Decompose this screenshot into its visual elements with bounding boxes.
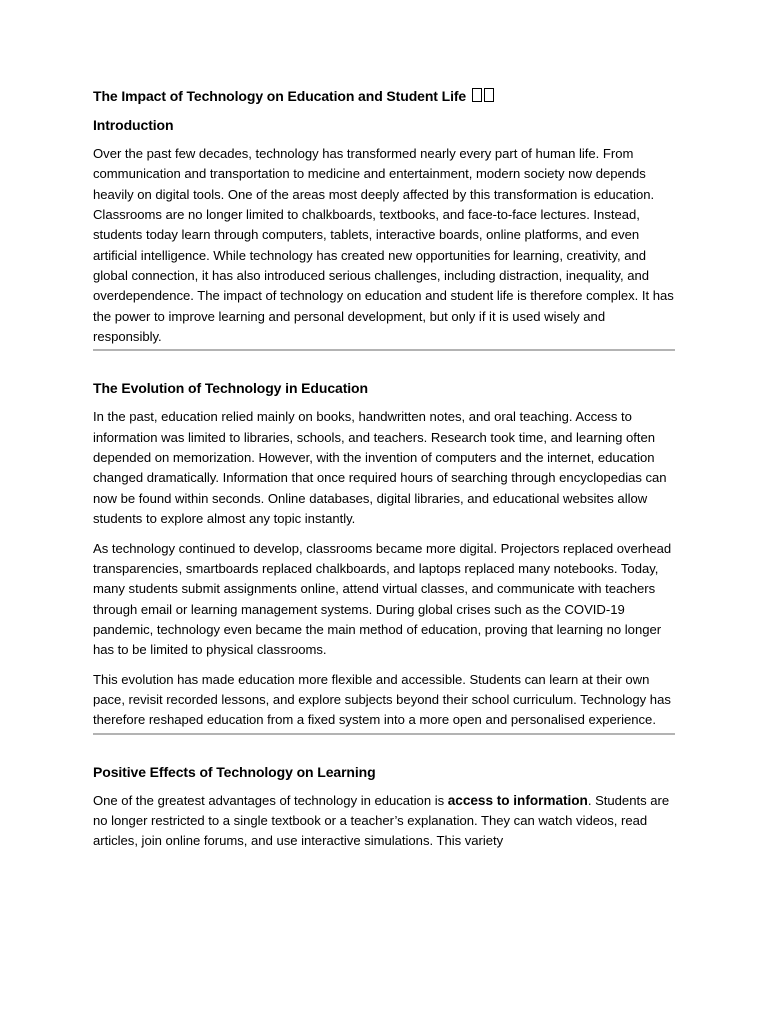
paragraph: Over the past few decades, technology has transformed nearly every part of human life. From communication and transportation to medicine and entertainment, modern society now depends heavily on digital tools. One of the areas most deeply affected by this transformation is education. Classrooms are no longer limited to chalkboards, textbooks, and face-to-face lectures. Instead, students today learn through computers, tablets, interactive boards, online platforms, and even artificial intelligence. While technology has created new opportunities for learning, creativity, and global connection, it has also introduced serious challenges, including distraction, inequality, and overdependence. The impact of technology on education and student life is therefore complex. It has the power to improve learning and personal development, but only if it is used wisely and responsibly. <box>93 146 674 345</box>
section-heading-introduction: Introduction <box>93 117 174 133</box>
document-title-text: The Impact of Technology on Education and Student Life <box>93 88 467 104</box>
paragraph <box>93 791 675 852</box>
section-heading-evolution: The Evolution of Technology in Education <box>93 380 368 397</box>
section-divider <box>93 349 675 351</box>
missing-glyph-icon <box>472 88 482 102</box>
section-heading-positive-effects: Positive Effects of Technology on Learning <box>93 763 376 780</box>
emphasis-text: access to information <box>447 792 588 808</box>
document-page <box>93 86 675 861</box>
document-title <box>93 86 675 106</box>
paragraph-text: One of the greatest advantages of technology in education is <box>93 792 448 808</box>
paragraph: In the past, education relied mainly on books, handwritten notes, and oral teaching. Access to information was limited to libraries, schools, and teachers. Research took time, and learning often depended on memorization. However, with the invention of computers and the internet, education changed dramatically. Information that once required hours of searching through encyclopedias can now be found within seconds. Online databases, digital libraries, and educational websites allow students to explore almost any topic instantly. <box>93 409 667 527</box>
paragraph: This evolution has made education more flexible and accessible. Students can learn at their own pace, revisit recorded lessons, and explore subjects beyond their school curriculum. Technology has therefore reshaped education from a fixed system into a more open and personalised experience. <box>93 671 671 728</box>
paragraph-text: . Students are no longer restricted to a single textbook or a teacher’s explanation. They can watch videos, read articles, join online forums, and use interactive simulations. This variety <box>93 792 670 849</box>
paragraph: As technology continued to develop, classrooms became more digital. Projectors replaced overhead transparencies, smartboards replaced chalkboards, and laptops replaced many notebooks. Today, many students submit assignments online, attend virtual classes, and communicate with teachers through email or learning management systems. During global crises such as the COVID-19 pandemic, technology even became the main method of education, proving that learning no longer has to be limited to physical classrooms. <box>93 540 672 658</box>
missing-glyph-icon <box>484 88 494 102</box>
section-divider <box>93 733 675 735</box>
